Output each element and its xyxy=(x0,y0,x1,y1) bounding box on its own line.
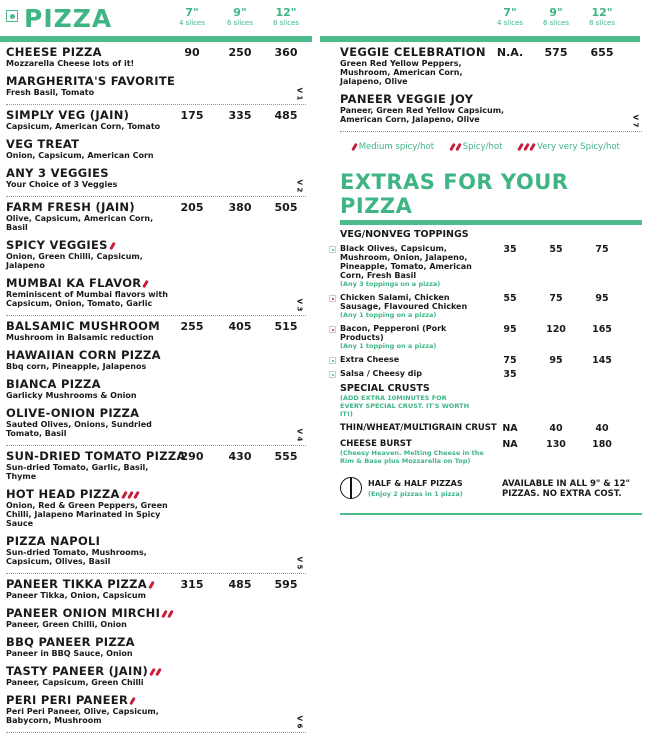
size-7: 7" 4 slices xyxy=(496,6,524,27)
item-desc: Peri Peri Paneer, Olive, Capsicum, Babycorn, Mushroom xyxy=(6,707,159,725)
item-price: 175 xyxy=(180,109,204,122)
menu-item xyxy=(6,450,306,488)
item-price: 505 xyxy=(274,201,298,214)
half-title: HALF & HALF PIZZAS xyxy=(368,479,463,488)
topping-price: 95 xyxy=(549,355,563,366)
item-desc: Sauted Olives, Onions, Sundried Tomato, Basil xyxy=(6,420,152,438)
chili-icon xyxy=(109,241,116,249)
topping-price: 75 xyxy=(595,244,609,255)
legend-item xyxy=(516,142,619,166)
topping-name: Chicken Salami, Chicken Sausage, Flavoured Chicken xyxy=(340,293,468,311)
legend-item xyxy=(350,142,434,166)
item-name: MUMBAI KA FLAVOR xyxy=(6,276,142,290)
item-desc: Paneer in BBQ Sauce, Onion xyxy=(6,649,133,658)
item-desc: Reminiscent of Mumbai flavors with Capsicum, Onion, Tomato, Garlic xyxy=(6,290,168,308)
crust-price: 40 xyxy=(549,423,563,434)
item-price: 485 xyxy=(228,578,252,591)
header-bar xyxy=(0,36,312,42)
crust-price: 180 xyxy=(592,439,612,450)
item-price: 250 xyxy=(228,46,252,59)
topping-note: (Any 1 topping on a pizza) xyxy=(340,342,437,350)
divider xyxy=(340,513,642,515)
item-price: 430 xyxy=(228,450,252,463)
menu-group xyxy=(6,450,306,574)
item-price: 290 xyxy=(180,450,204,463)
topping-name: Bacon, Pepperoni (Pork Products) xyxy=(340,324,447,342)
extras-bar xyxy=(340,220,642,225)
half-info: AVAILABLE IN ALL 9" & 12" PIZZAS. NO EXTRA COST. xyxy=(502,479,630,499)
menu-item xyxy=(6,46,306,75)
pizza-header-right xyxy=(340,0,642,36)
crust-note: (Cheesy Heaven. Melting Cheese in the Rim & Base plus Mozzarella on Top) xyxy=(340,449,484,465)
legend-label: Spicy/hot xyxy=(462,142,503,152)
chili-icon xyxy=(455,142,462,150)
item-name: PANEER VEGGIE JOY xyxy=(340,92,474,106)
item-price: 255 xyxy=(180,320,204,333)
item-price: N.A. xyxy=(496,46,524,59)
size-7: 7" 4 slices xyxy=(178,6,206,27)
legend-label: Medium spicy/hot xyxy=(358,142,435,152)
crust-name: CHEESE BURST xyxy=(340,439,412,449)
chili-icon xyxy=(133,490,140,498)
group-label: V 5 xyxy=(295,556,304,570)
menu-item xyxy=(6,665,306,694)
topping-price: 55 xyxy=(503,293,517,304)
crust-price: NA xyxy=(502,439,518,450)
topping-price: 75 xyxy=(549,293,563,304)
item-price: 485 xyxy=(274,109,298,122)
item-desc: Bbq corn, Pineapple, Jalapenos xyxy=(6,362,147,371)
item-name: PANEER TIKKA PIZZA xyxy=(6,577,148,591)
size-12: 12" 8 slices xyxy=(588,6,616,27)
item-name: SPICY VEGGIES xyxy=(6,238,108,252)
item-name: OLIVE-ONION PIZZA xyxy=(6,406,140,420)
item-price: 405 xyxy=(228,320,252,333)
item-name: HAWAIIAN CORN PIZZA xyxy=(6,348,161,362)
item-name: MARGHERITA'S FAVORITE xyxy=(6,74,176,88)
toppings-title: VEG/NONVEG TOPPINGS xyxy=(340,229,469,240)
crust-row xyxy=(340,423,642,433)
half-pizza-icon xyxy=(340,477,362,499)
topping-name: Salsa / Cheesy dip xyxy=(340,369,422,378)
section-title: PIZZA xyxy=(24,4,113,33)
crusts-note: (ADD EXTRA 10MINUTES FOR EVERY SPECIAL CRUST. IT'S WORTH IT!) xyxy=(340,394,470,418)
menu-item xyxy=(6,349,306,378)
item-desc: Olive, Capsicum, American Corn, Basil xyxy=(6,214,154,232)
item-name: PERI PERI PANEER xyxy=(6,693,129,707)
item-name: VEGGIE CELEBRATION xyxy=(340,45,486,59)
chili-icon xyxy=(129,696,136,704)
item-price: 655 xyxy=(590,46,614,59)
item-desc: Paneer, Green Red Yellow Capsicum, American Corn, Jalapeno, Olive xyxy=(340,106,505,124)
menu-item xyxy=(6,320,306,349)
item-desc: Paneer, Capsicum, Green Chilli xyxy=(6,678,144,687)
item-desc: Green Red Yellow Peppers, Mushroom, American Corn, Jalapeno, Olive xyxy=(340,59,463,86)
size-9: 9" 6 slices xyxy=(226,6,254,27)
menu-group xyxy=(6,320,306,446)
item-desc: Capsicum, American Corn, Tomato xyxy=(6,122,161,131)
item-name: SIMPLY VEG (JAIN) xyxy=(6,108,130,122)
item-name: BIANCA PIZZA xyxy=(6,377,101,391)
item-name: HOT HEAD PIZZA xyxy=(6,487,120,501)
menu-item xyxy=(6,636,306,665)
menu-item xyxy=(6,535,306,573)
legend-item xyxy=(448,142,502,166)
menu-item xyxy=(6,378,306,407)
item-desc: Fresh Basil, Tomato xyxy=(6,88,95,97)
menu-item xyxy=(6,75,306,104)
pizza-header xyxy=(6,0,306,36)
topping-row xyxy=(340,369,642,378)
chili-icon xyxy=(143,279,150,287)
menu-item xyxy=(6,407,306,445)
item-desc: Paneer, Green Chilli, Onion xyxy=(6,620,127,629)
topping-price: 120 xyxy=(546,324,566,335)
header-bar xyxy=(320,36,640,42)
group-label: V 3 xyxy=(295,298,304,312)
spice-legend xyxy=(340,136,642,166)
group-label: V 2 xyxy=(295,179,304,193)
item-price: 205 xyxy=(180,201,204,214)
item-name: TASTY PANEER (JAIN) xyxy=(6,664,149,678)
topping-name: Black Olives, Capsicum, Mushroom, Onion, Jalapeno, Pineapple, Tomato, American Corn, Fresh Basil xyxy=(340,244,472,280)
half-and-half xyxy=(340,477,642,507)
topping-note: (Any 1 topping on a pizza) xyxy=(340,311,437,319)
topping-row xyxy=(340,324,642,350)
item-name: CHEESE PIZZA xyxy=(6,45,102,59)
topping-name: Extra Cheese xyxy=(340,355,400,364)
group-label: V 7 xyxy=(631,114,640,128)
topping-row xyxy=(340,293,642,319)
item-name: SUN-DRIED TOMATO PIZZA xyxy=(6,449,186,463)
item-desc: Sun-dried Tomato, Mushrooms, Capsicum, Olives, Basil xyxy=(6,548,147,566)
menu-group xyxy=(6,109,306,197)
topping-row xyxy=(340,244,642,288)
menu-item xyxy=(6,167,306,196)
veg-mark-icon xyxy=(6,10,18,22)
topping-price: 35 xyxy=(503,369,517,380)
topping-price: 95 xyxy=(503,324,517,335)
menu-item xyxy=(6,239,306,277)
pizza-column-left xyxy=(6,0,306,737)
topping-row xyxy=(340,355,642,364)
menu-group xyxy=(6,578,306,733)
menu-group xyxy=(6,46,306,105)
item-desc: Onion, Red & Green Peppers, Green Chilli, Jalapeno Marinated in Spicy Sauce xyxy=(6,501,168,528)
item-name: BBQ PANEER PIZZA xyxy=(6,635,135,649)
chili-icon xyxy=(148,580,155,588)
item-price: 595 xyxy=(274,578,298,591)
chili-icon xyxy=(351,142,358,150)
veg-mark-icon xyxy=(329,371,336,378)
chili-icon xyxy=(530,142,537,150)
nonveg-mark-icon xyxy=(329,326,336,333)
menu-group xyxy=(340,46,642,132)
menu-item xyxy=(6,607,306,636)
veg-mark-icon xyxy=(329,246,336,253)
menu-item xyxy=(6,277,306,315)
chili-icon xyxy=(167,609,174,617)
item-desc: Paneer Tikka, Onion, Capsicum xyxy=(6,591,146,600)
item-price: 380 xyxy=(228,201,252,214)
item-name: FARM FRESH (JAIN) xyxy=(6,200,135,214)
item-price: 575 xyxy=(544,46,568,59)
item-desc: Garlicky Mushrooms & Onion xyxy=(6,391,137,400)
item-desc: Your Choice of 3 Veggies xyxy=(6,180,118,189)
size-9: 9" 6 slices xyxy=(542,6,570,27)
item-price: 335 xyxy=(228,109,252,122)
crust-price: 130 xyxy=(546,439,566,450)
topping-note: (Any 3 toppings on a pizza) xyxy=(340,280,441,288)
item-name: PIZZA NAPOLI xyxy=(6,534,101,548)
item-desc: Sun-dried Tomato, Garlic, Basil, Thyme xyxy=(6,463,149,481)
topping-price: 165 xyxy=(592,324,612,335)
topping-price: 95 xyxy=(595,293,609,304)
topping-price: 145 xyxy=(592,355,612,366)
topping-price: 75 xyxy=(503,355,517,366)
item-desc: Mushroom in Balsamic reduction xyxy=(6,333,154,342)
item-price: 555 xyxy=(274,450,298,463)
item-desc: Onion, Green Chilli, Capsicum, Jalapeno xyxy=(6,252,143,270)
item-price: 315 xyxy=(180,578,204,591)
menu-item xyxy=(6,109,306,138)
menu-item xyxy=(340,93,642,131)
topping-price: 35 xyxy=(503,244,517,255)
menu-item xyxy=(6,578,306,607)
group-label: V 6 xyxy=(295,715,304,729)
item-name: VEG TREAT xyxy=(6,137,80,151)
item-name: BALSAMIC MUSHROOM xyxy=(6,319,160,333)
crust-name: THIN/WHEAT/MULTIGRAIN CRUST xyxy=(340,423,497,433)
menu-item xyxy=(6,201,306,239)
group-label: V 1 xyxy=(295,87,304,101)
item-desc: Mozzarella Cheese lots of it! xyxy=(6,59,135,68)
item-price: 90 xyxy=(184,46,200,59)
item-name: PANEER ONION MIRCHI xyxy=(6,606,161,620)
chili-icon xyxy=(155,667,162,675)
crust-price: NA xyxy=(502,423,518,434)
menu-item xyxy=(6,488,306,535)
menu-item xyxy=(6,138,306,167)
veg-mark-icon xyxy=(329,357,336,364)
menu-group xyxy=(6,201,306,316)
pizza-column-right xyxy=(340,0,642,515)
item-price: 360 xyxy=(274,46,298,59)
extras-title: EXTRAS FOR YOUR PIZZA xyxy=(340,170,569,218)
item-desc: Onion, Capsicum, American Corn xyxy=(6,151,154,160)
item-name: ANY 3 VEGGIES xyxy=(6,166,109,180)
half-note: (Enjoy 2 pizzas in 1 pizza) xyxy=(368,490,463,498)
menu-item xyxy=(340,46,642,93)
group-label: V 4 xyxy=(295,428,304,442)
nonveg-mark-icon xyxy=(329,295,336,302)
legend-label: Very very Spicy/hot xyxy=(537,142,620,152)
topping-price: 55 xyxy=(549,244,563,255)
crust-price: 40 xyxy=(595,423,609,434)
size-12: 12" 8 slices xyxy=(272,6,300,27)
item-price: 515 xyxy=(274,320,298,333)
crusts-title: SPECIAL CRUSTS xyxy=(340,383,430,394)
crust-row xyxy=(340,439,642,465)
